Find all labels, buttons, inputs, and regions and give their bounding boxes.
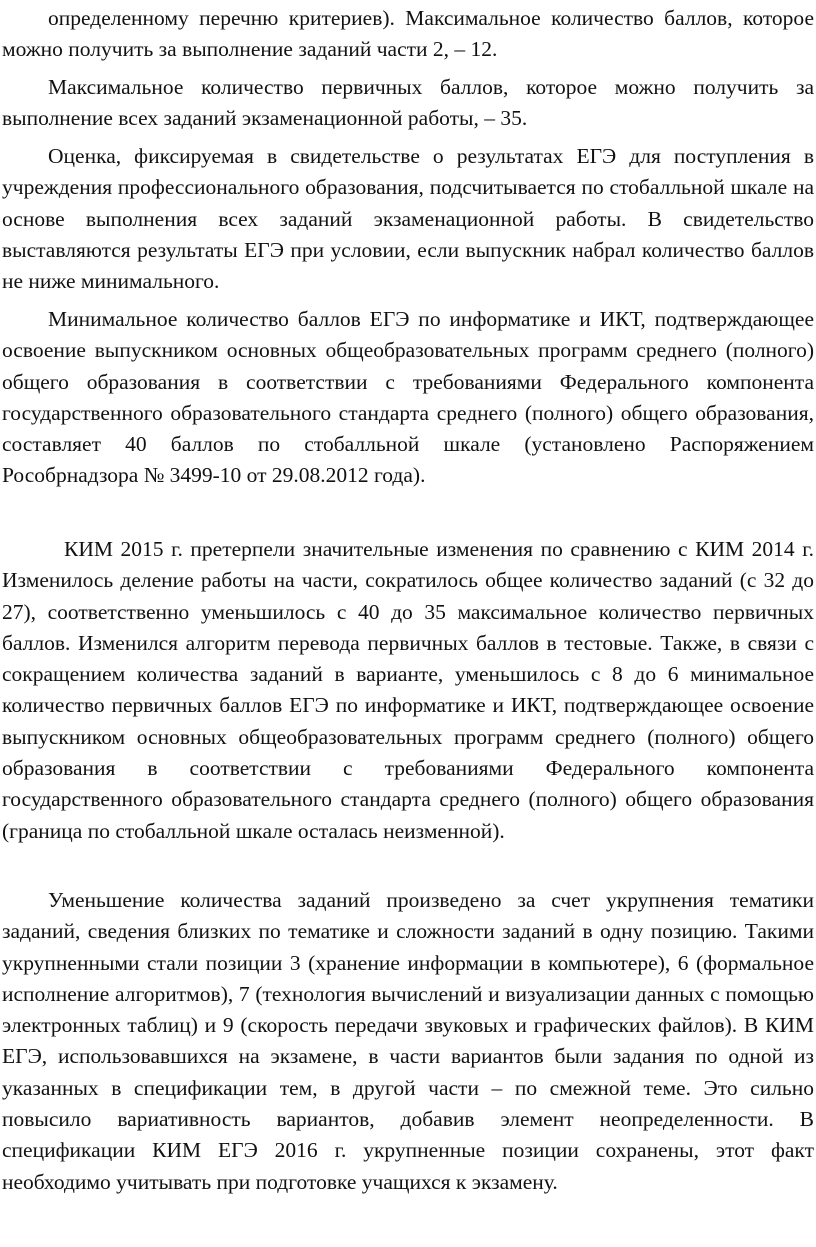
- paragraph-max-score-part-2: определенному перечню критериев). Максимальное количество баллов, которое можно получить за выполнение заданий части 2, – 12.: [2, 6, 814, 62]
- paragraph-task-consolidation: Уменьшение количества заданий произведено за счет укрупнения тематики заданий, сведения близких по тематике и сложности заданий в одну позицию. Такими укрупненными стали позиции 3 (хранение информации в компьютере), 6 (формальное исполнение алгоритмов), 7 (технология вычислений и визуализации данных с помощью электронных таблиц) и 9 (скорость передачи звуковых и графических файлов). В КИМ ЕГЭ, использовавшихся на экзамене, в части вариантов были задания по одной из указанных в спецификации тем, в другой части – по смежной теме. Это сильно повысило вариативность вариантов, добавив элемент неопределенности. В спецификации КИМ ЕГЭ 2016 г. укрупненные позиции сохранены, этот факт необходимо учитывать при подготовке учащихся к экзамену.: [2, 888, 814, 1194]
- paragraph-kim-2015-changes: КИМ 2015 г. претерпели значительные изменения по сравнению с КИМ 2014 г. Изменилось деление работы на части, сократилось общее количество заданий (с 32 до 27), соответственно уменьшилось с 40 до 35 максимальное количество первичных баллов. Изменился алгоритм перевода первичных баллов в тестовые. Также, в связи с сокращением количества заданий в варианте, уменьшилось с 8 до 6 минимальное количество первичных баллов ЕГЭ по информатике и ИКТ, подтверждающее освоение выпускником основных общеобразовательных программ среднего (полного) общего образования в соответствии с требованиями Федерального компонента государственного образовательного стандарта среднего (полного) общего образования (граница по стобалльной шкале осталась неизменной).: [2, 537, 814, 843]
- paragraph-max-primary-score: Максимальное количество первичных баллов, которое можно получить за выполнение всех заданий экзаменационной работы, – 35.: [2, 75, 814, 131]
- paragraph-certificate-score: Оценка, фиксируемая в свидетельстве о результатах ЕГЭ для поступления в учреждения профессионального образования, подсчитывается по стобалльной шкале на основе выполнения всех заданий экзаменационной работы. В свидетельство выставляются результаты ЕГЭ при условии, если выпускник набрал количество баллов не ниже минимального.: [2, 144, 814, 294]
- paragraph-minimum-score: Минимальное количество баллов ЕГЭ по информатике и ИКТ, подтверждающее освоение выпускником основных общеобразовательных программ среднего (полного) общего образования в соответствии с требованиями Федерального компонента государственного образовательного стандарта среднего (полного) общего образования, составляет 40 баллов по стобалльной шкале (установлено Распоряжением Рособрнадзора № 3499-10 от 29.08.2012 года).: [2, 307, 814, 488]
